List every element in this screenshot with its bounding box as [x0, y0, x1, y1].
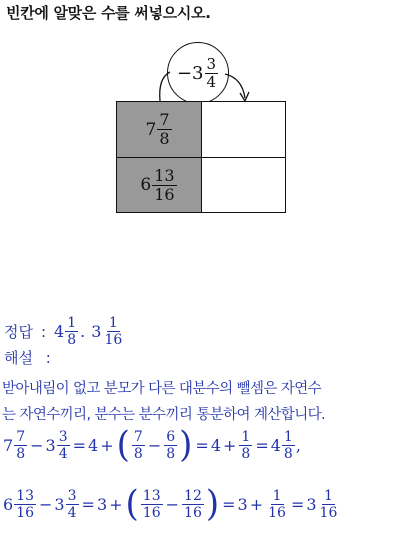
- operator-whole: 3: [192, 62, 204, 84]
- eq1-integer-2: 4: [210, 435, 221, 455]
- eq2-equals-c: =: [290, 494, 305, 514]
- solution-colon: :: [45, 349, 51, 367]
- cell-1-whole: 7: [145, 119, 157, 140]
- answer-line: [4, 316, 125, 347]
- eq2-term2-whole: 3: [54, 494, 65, 514]
- eq1-plus-2: +: [223, 435, 237, 455]
- eq1-term2-whole: 3: [45, 435, 56, 455]
- eq1-result-den: 8: [283, 445, 293, 462]
- eq2-integer: 3: [96, 494, 108, 514]
- eq1-term2-num: 3: [58, 428, 68, 445]
- eq2-frac2-den: 16: [184, 504, 202, 521]
- eq2-left-paren: (: [125, 483, 139, 525]
- answer-value-2: [91, 316, 125, 347]
- eq2-integer-2: 3: [237, 494, 248, 514]
- eq1-frac2-num: 6: [166, 428, 176, 445]
- eq1-left-paren: (: [116, 424, 130, 466]
- given-cell-1: [116, 101, 202, 158]
- eq2-plus: +: [109, 494, 123, 514]
- eq2-term2-den: 4: [67, 504, 77, 521]
- eq2-frac3-den: 16: [268, 504, 286, 521]
- cell-1-den: 8: [159, 129, 170, 148]
- answer-2-den: 16: [104, 332, 123, 348]
- eq1-minus: −: [30, 435, 44, 455]
- eq2-plus-2: +: [249, 494, 264, 514]
- eq1-integer: 4: [88, 435, 99, 455]
- eq1-comma: ,: [295, 435, 301, 455]
- eq2-term1-den: 16: [16, 504, 35, 521]
- eq1-minus-2: −: [147, 435, 162, 455]
- answer-colon: :: [40, 322, 47, 341]
- eq1-right-paren: ): [179, 424, 193, 466]
- eq1-frac1-num: 7: [133, 428, 143, 445]
- answer-separator: .: [80, 322, 86, 341]
- eq2-equals-b: =: [222, 494, 236, 514]
- answer-blank-2[interactable]: [201, 157, 286, 213]
- eq2-frac1-den: 16: [142, 504, 161, 521]
- eq2-result-whole: 3: [306, 494, 317, 514]
- answer-2-whole: 3: [91, 322, 102, 341]
- eq2-term1-num: 13: [16, 487, 35, 504]
- eq2-right-paren: ): [205, 483, 220, 525]
- question-instruction: 빈칸에 알맞은 수를 써넣으시오.: [6, 4, 211, 22]
- answer-label: 정답: [4, 323, 33, 341]
- cell-1-fraction: [157, 112, 171, 147]
- cell-1-num: 7: [159, 110, 170, 129]
- eq2-equals-a: =: [81, 494, 95, 514]
- eq1-frac3-num: 1: [241, 428, 251, 445]
- solution-equation-2: [3, 483, 340, 525]
- eq1-frac1-den: 8: [133, 445, 143, 462]
- eq1-frac3-den: 8: [241, 445, 251, 462]
- eq1-plus: +: [100, 435, 114, 455]
- solution-equation-1: [3, 424, 301, 466]
- eq1-term2-den: 4: [58, 445, 68, 462]
- cell-2-whole: 6: [140, 175, 152, 195]
- eq2-term2-num: 3: [67, 487, 77, 504]
- solution-explanation-line-2: 는 자연수끼리, 분수는 분수끼리 통분하여 계산합니다.: [2, 407, 326, 423]
- eq1-term1-whole: 7: [3, 435, 14, 455]
- eq1-equals-a: =: [72, 435, 87, 455]
- eq1-term1-den: 8: [16, 445, 26, 462]
- answer-1-num: 1: [67, 315, 77, 331]
- eq1-frac2-den: 8: [166, 445, 176, 462]
- operator-num: 3: [206, 54, 217, 73]
- answer-1-whole: 4: [54, 322, 65, 341]
- answer-value-1: [54, 316, 79, 347]
- cell-2-den: 16: [154, 184, 175, 204]
- answer-1-den: 8: [67, 332, 77, 348]
- eq1-result-num: 1: [283, 428, 293, 445]
- eq1-term1-num: 7: [16, 428, 26, 445]
- eq1-result-whole: 4: [270, 435, 281, 455]
- cell-2-fraction: [152, 165, 176, 204]
- problem-table: [116, 101, 286, 213]
- eq2-result-den: 16: [319, 504, 338, 521]
- solution-label: 해설: [4, 349, 33, 367]
- eq1-equals-b: =: [195, 435, 209, 455]
- solution-heading: [4, 347, 51, 368]
- operator-den: 4: [206, 72, 217, 91]
- eq2-term1-whole: 6: [3, 494, 14, 514]
- eq1-equals-c: =: [255, 435, 269, 455]
- eq2-frac3-num: 1: [272, 487, 282, 504]
- operator-sign: −: [176, 62, 193, 84]
- eq2-result-num: 1: [324, 487, 333, 504]
- solution-explanation-line-1: 받아내림이 없고 분모가 다른 대분수의 뺄셈은 자연수: [2, 381, 322, 397]
- operation-arrow: [150, 60, 260, 105]
- eq2-minus-2: −: [165, 494, 180, 514]
- eq2-minus: −: [39, 494, 53, 514]
- cell-2-num: 13: [154, 165, 175, 185]
- eq2-frac2-num: 12: [184, 487, 202, 504]
- answer-2-num: 1: [108, 315, 118, 331]
- answer-blank-1[interactable]: [201, 101, 286, 158]
- eq2-frac1-num: 13: [142, 487, 161, 504]
- given-cell-2: [116, 157, 202, 213]
